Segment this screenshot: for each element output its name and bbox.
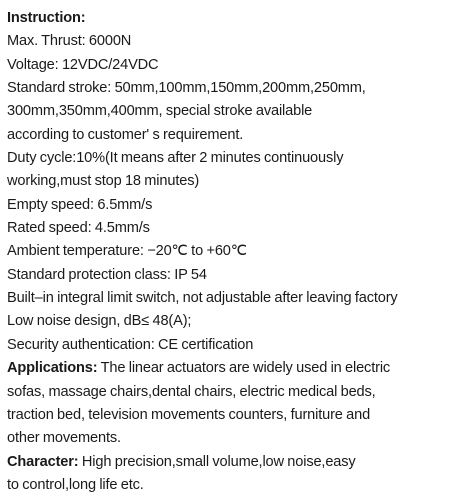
character-label: Character: xyxy=(7,453,79,470)
noise-line: Low noise design, dB≤ 48(A); xyxy=(7,313,192,330)
rated-speed-line: Rated speed: 4.5mm/s xyxy=(7,220,150,237)
security-line: Security authentication: CE certification xyxy=(7,336,254,353)
character-text-1: High precision,small volume,low noise,easy xyxy=(78,453,356,470)
duty-cycle-line-2: working,must stop 18 minutes) xyxy=(7,173,200,190)
ambient-temperature-line: Ambient temperature: −20℃ to +60℃ xyxy=(7,243,248,260)
voltage-line: Voltage: 12VDC/24VDC xyxy=(7,56,159,73)
applications-text-1: The linear actuators are widely used in electric xyxy=(97,360,391,377)
duty-cycle-line-1: Duty cycle:10%(It means after 2 minutes continuously xyxy=(7,150,344,167)
character-line-1 xyxy=(7,451,447,474)
standard-stroke-line-1: Standard stroke: 50mm,100mm,150mm,200mm,250mm, xyxy=(7,80,366,97)
limit-switch-line: Built–in integral limit switch, not adjustable after leaving factory xyxy=(7,290,398,307)
standard-stroke-line-2: 300mm,350mm,400mm, special stroke available xyxy=(7,103,313,120)
instruction-heading: Instruction: xyxy=(7,10,86,26)
instruction-document xyxy=(7,7,447,497)
character-line-2: to control,long life etc. xyxy=(7,476,144,493)
standard-stroke-line-3: according to customer' s requirement. xyxy=(7,126,244,143)
applications-line-3: traction bed, television movements counters, furniture and xyxy=(7,406,371,423)
applications-line-1 xyxy=(7,357,447,380)
empty-speed-line: Empty speed: 6.5mm/s xyxy=(7,196,153,213)
max-thrust-line: Max. Thrust: 6000N xyxy=(7,33,132,50)
applications-line-2: sofas, massage chairs,dental chairs, electric medical beds, xyxy=(7,383,376,400)
applications-label: Applications: xyxy=(7,360,98,377)
protection-class-line: Standard protection class: IP 54 xyxy=(7,266,207,283)
applications-line-4: other movements. xyxy=(7,430,121,447)
